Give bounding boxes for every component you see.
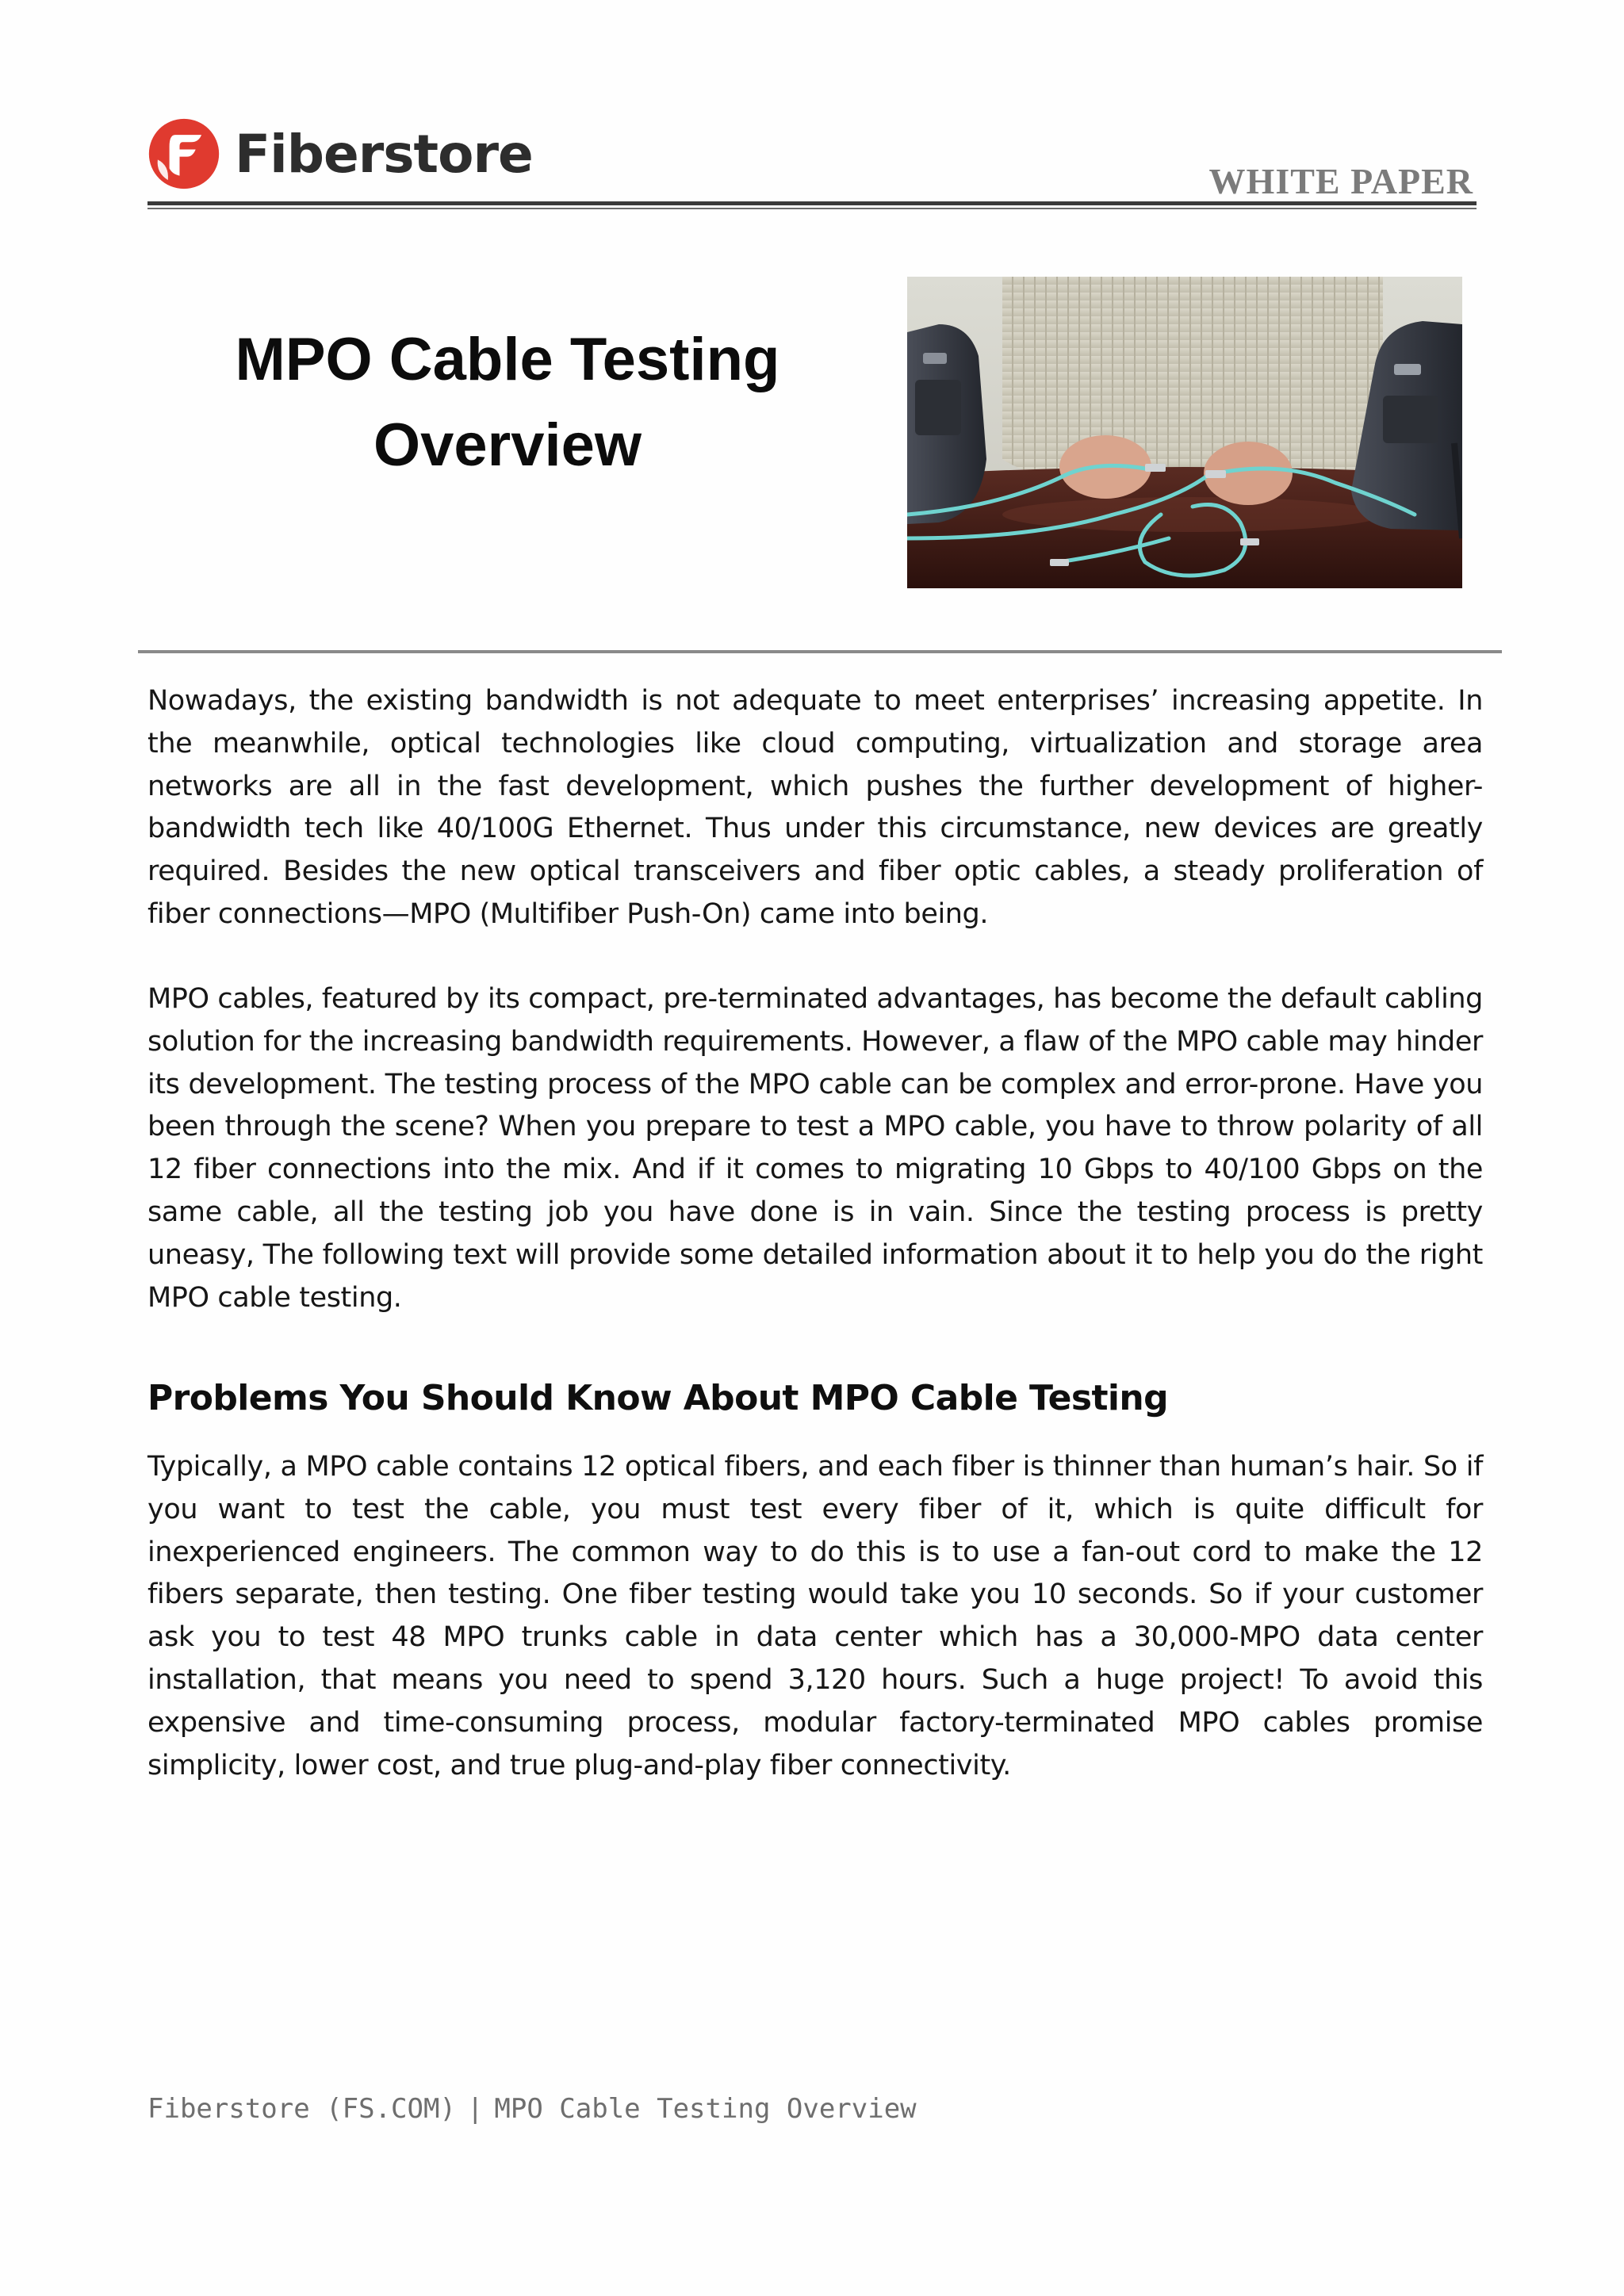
fiberstore-logo	[147, 116, 533, 192]
body-paragraph-3: Typically, a MPO cable contains 12 optical fibers, and each fiber is thinner than human’s hair. So if you want to test the cable, you must test every fiber of it, which is quite difficult for inexperienced engineers. The common way to do this is to use a fan-out cord to make the 12 fibers separate, then testing. One fiber testing would take you 10 seconds. So if your customer ask you to test 48 MPO trunks cable in data center which has a 30,000-MPO data center installation, that means you need to spend 3,120 hours. Such a huge project! To avoid this expensive and time-consuming process, modular factory-terminated MPO cables promise simplicity, lower cost, and true plug-and-play fiber connectivity.	[147, 1451, 1483, 1781]
page-footer	[147, 2093, 917, 2125]
header-rule-thin	[147, 208, 1477, 209]
page-header	[147, 116, 1477, 209]
section-heading: Problems You Should Know About MPO Cable Testing	[147, 1378, 1168, 1418]
document-title	[159, 317, 856, 488]
body-paragraph-2: MPO cables, featured by its compact, pre-terminated advantages, has become the default cabling solution for the increasing bandwidth requirements. However, a flaw of the MPO cable may hinder its development. The testing process of the MPO cable can be complex and error-prone. Have you been through the scene? When you prepare to test a MPO cable, you have to throw polarity of all 12 fiber connections into the mix. And if it comes to migrating 10 Gbps to 40/100 Gbps on the same cable, all the testing job you have done is in vain. Since the testing process is pretty uneasy, The following text will provide some detailed information about it to help you do the right MPO cable testing.	[147, 983, 1483, 1314]
title-line-2: Overview	[373, 411, 642, 479]
header-rule-thick	[147, 201, 1477, 205]
footer-company: Fiberstore (FS.COM)	[147, 2093, 456, 2125]
mpo-cable-testing-photo	[907, 277, 1462, 588]
footer-doc-title: MPO Cable Testing Overview	[494, 2093, 917, 2125]
doc-type-label: WHITE PAPER	[1208, 161, 1473, 201]
footer-separator: |	[466, 2093, 484, 2125]
fiberstore-logo-icon	[147, 117, 220, 190]
photo-illustration	[907, 277, 1462, 588]
section-divider	[138, 650, 1502, 653]
brand-name: Fiberstore	[235, 123, 533, 185]
body-paragraph-1: Nowadays, the existing bandwidth is not adequate to meet enterprises’ increasing appetite. In the meanwhile, optical technologies like cloud computing, virtualization and storage area networks are all in the fast development, which pushes the further development of higher-bandwidth tech like 40/100G Ethernet. Thus under this circumstance, new devices are greatly required. Besides the new optical transceivers and fiber optic cables, a steady proliferation of fiber connections—MPO (Multifiber Push-On) came into being.	[147, 685, 1483, 930]
title-line-1: MPO Cable Testing	[235, 326, 780, 393]
